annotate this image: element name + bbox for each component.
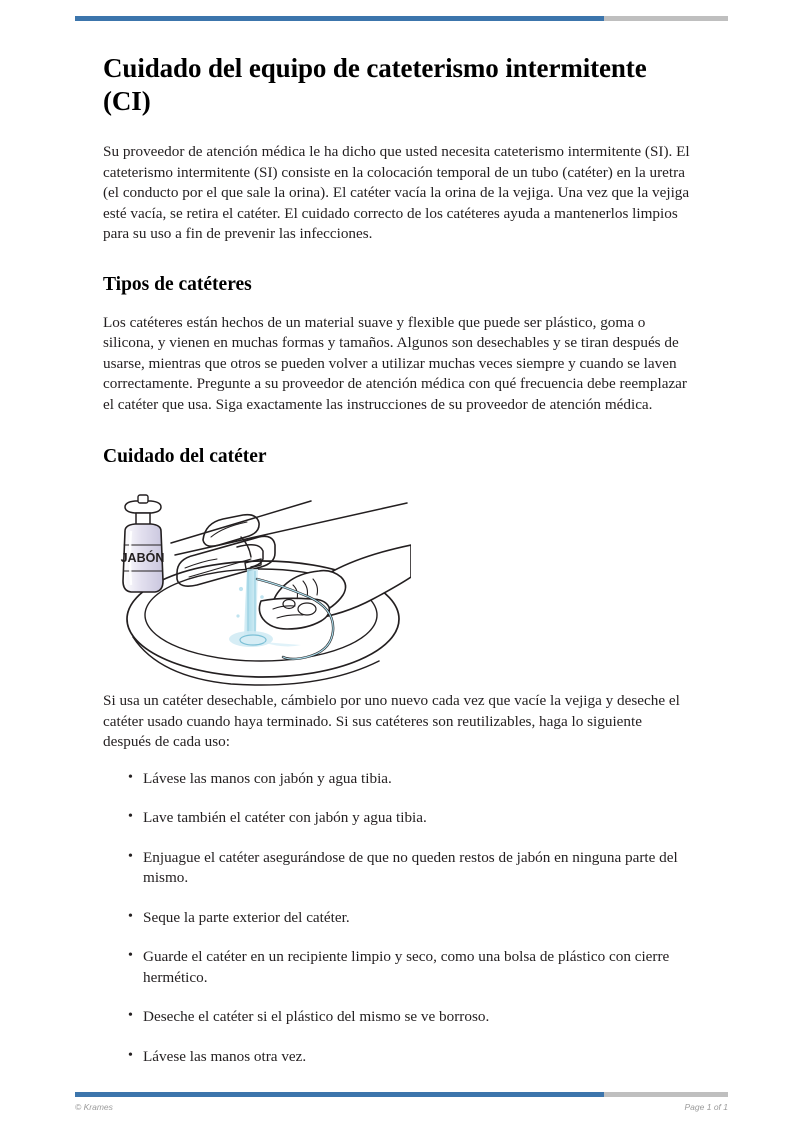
header-rule-gray-segment: [604, 16, 728, 21]
page-footer: [75, 1102, 728, 1112]
list-item: • Lave también el catéter con jabón y agua tibia.: [103, 808, 693, 829]
list-item: • Seque la parte exterior del catéter.: [103, 908, 693, 929]
catheter-washing-illustration-svg: [111, 485, 411, 691]
list-item: • Lávese las manos otra vez.: [103, 1047, 693, 1068]
catheter-care-steps-list: [103, 769, 693, 1068]
list-item: • Guarde el catéter en un recipiente limpio y seco, como una bolsa de plástico con cierre hermético.: [103, 947, 693, 988]
document-body: [103, 52, 693, 1086]
footer-copyright: © Krames: [75, 1102, 113, 1112]
list-item: • Deseche el catéter si el plástico del mismo se ve borroso.: [103, 1007, 693, 1028]
footer-rule-gray-segment: [604, 1092, 728, 1097]
soap-bottle: [121, 495, 165, 592]
section-heading-tipos: Tipos de catéteres: [103, 273, 252, 295]
list-item: • Lávese las manos con jabón y agua tibia.: [103, 769, 693, 790]
page-title: Cuidado del equipo de cateterismo intermitente (CI): [103, 53, 647, 116]
footer-rule: [75, 1092, 728, 1097]
section-heading-cuidado: Cuidado del catéter: [103, 446, 267, 467]
header-rule: [75, 16, 728, 21]
footer-rule-blue-segment: [75, 1092, 604, 1097]
soap-bottle-label: JABÓN: [120, 551, 165, 565]
footer-page-indicator: Page 1 of 1: [684, 1102, 728, 1112]
catheter-washing-illustration: [111, 485, 411, 691]
intro-paragraph: Su proveedor de atención médica le ha dicho que usted necesita cateterismo intermitente (SI). El cateterismo intermitente (SI) consiste en la colocación temporal de un tubo (catéter) en la uretra (el conducto por el que sale la orina). El catéter vacía la orina de la vejiga. Una vez que la vejiga esté vacía, se retira el catéter. El cuidado correcto de los catéteres ayuda a mantenerlos limpios para su uso a fin de prevenir las infecciones.: [103, 143, 690, 242]
header-rule-blue-segment: [75, 16, 604, 21]
list-item: • Enjuague el catéter asegurándose de que no queden restos de jabón en ninguna parte del mismo.: [103, 848, 693, 889]
section-paragraph-cuidado: Si usa un catéter desechable, cámbielo por uno nuevo cada vez que vacíe la vejiga y deseche el catéter usado cuando haya terminado. Si sus catéteres son reutilizables, haga lo siguiente después de cada uso:: [103, 692, 680, 750]
section-paragraph-tipos: Los catéteres están hechos de un material suave y flexible que puede ser plástico, goma o silicona, y vienen en muchas formas y tamaños. Algunos son desechables y se tiran después de usarse, mientras que otros se pueden volver a utilizar muchas veces siempre y cuando se laven correctamente. Pregunte a su proveedor de atención médica con qué frecuencia debe reemplazar el catéter que usa. Siga exactamente las instrucciones de su proveedor de atención médica.: [103, 313, 687, 413]
